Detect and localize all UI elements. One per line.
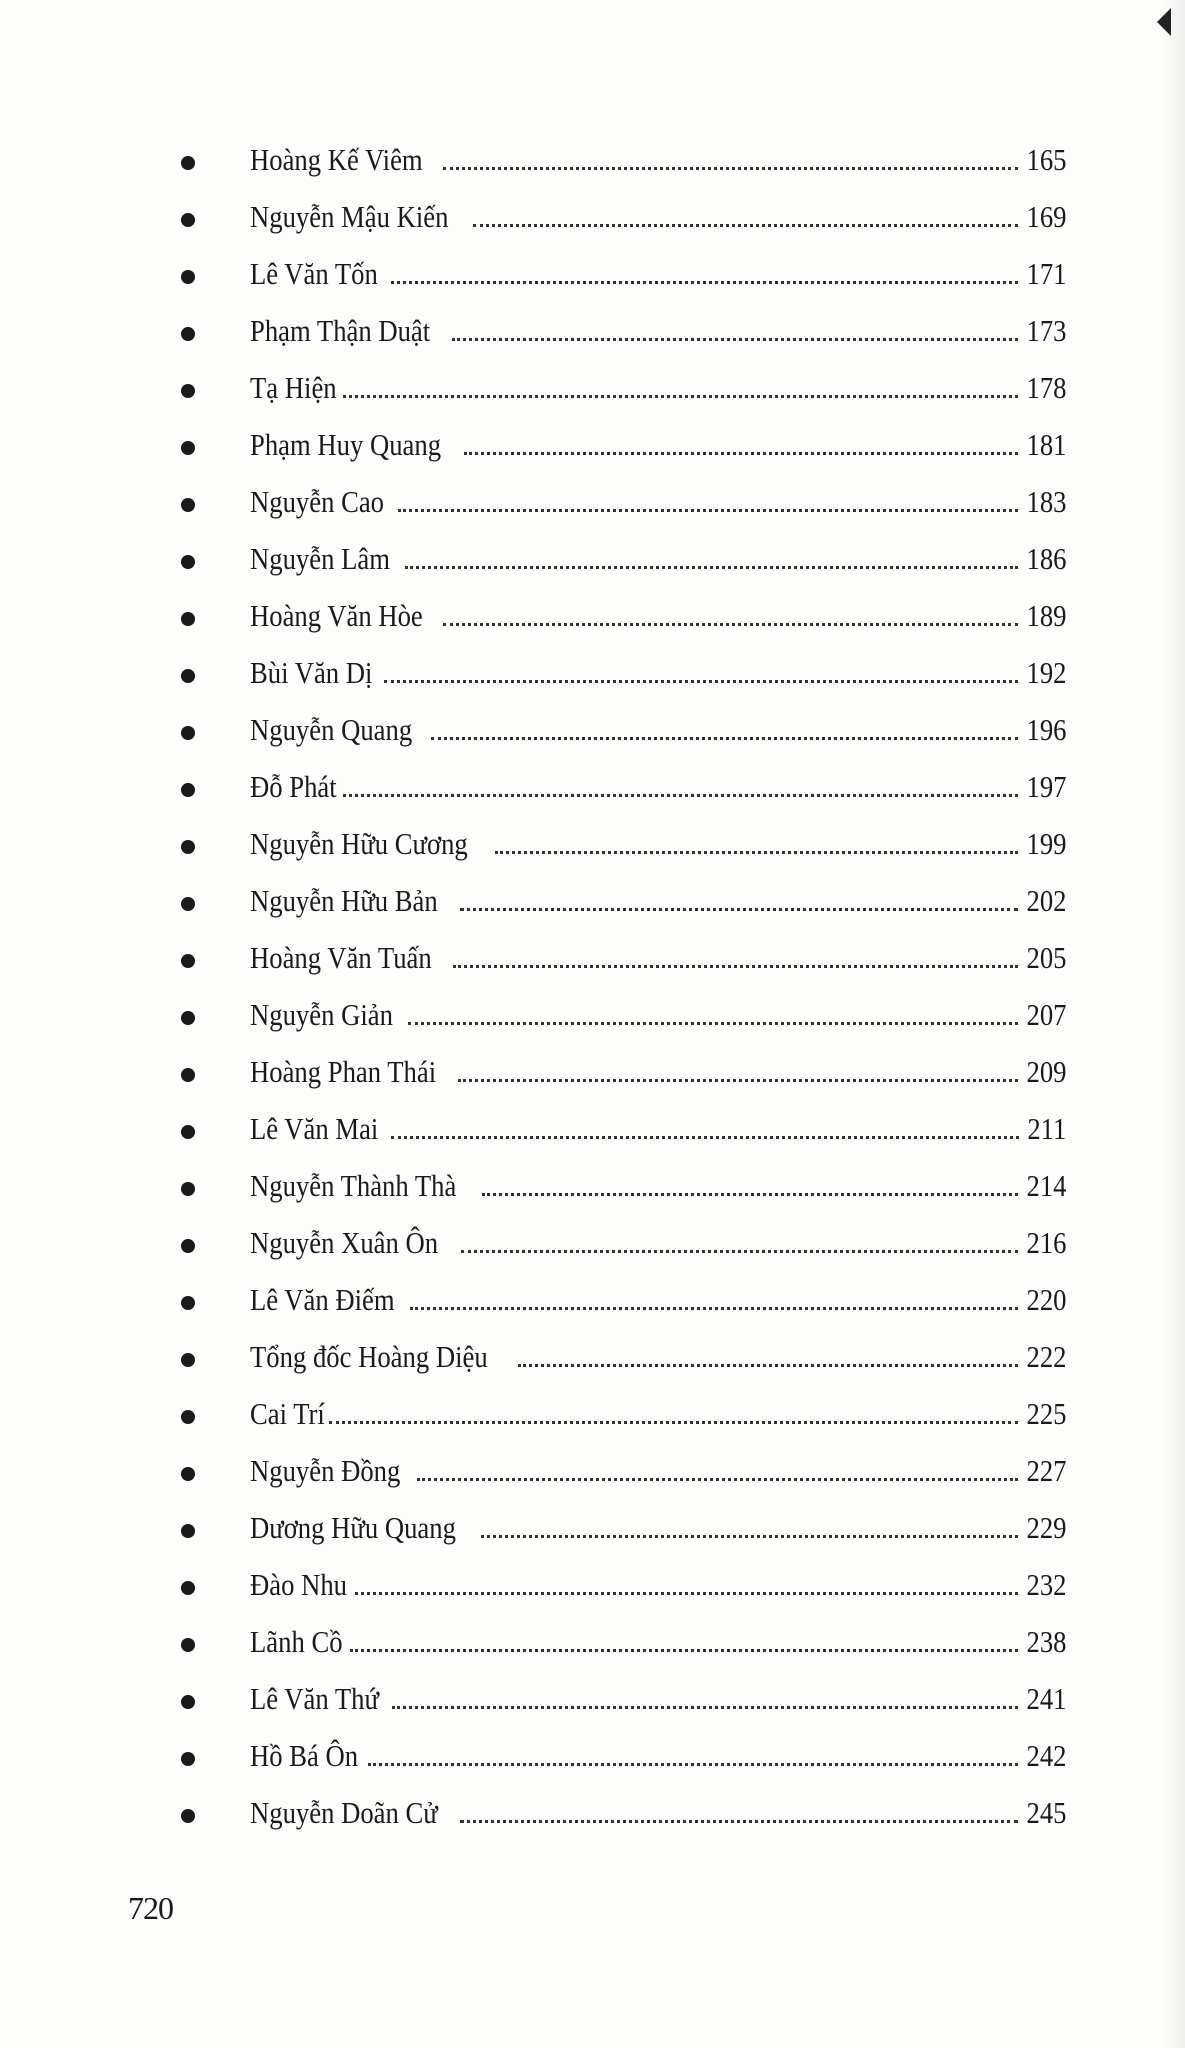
toc-entry-name: Hoàng Văn Hòe xyxy=(250,598,423,633)
toc-entry-row xyxy=(250,1793,1066,1833)
dot-leader xyxy=(464,451,1017,455)
bullet-icon xyxy=(181,384,195,398)
toc-entry-page: 207 xyxy=(1026,997,1066,1032)
toc-entry[interactable] xyxy=(0,1726,1185,1783)
corner-arrow-icon xyxy=(1157,8,1171,36)
toc-entry-page: 181 xyxy=(1026,427,1066,462)
toc-entry-page: 186 xyxy=(1026,541,1066,576)
dot-leader xyxy=(343,793,1018,797)
toc-entry[interactable] xyxy=(0,130,1185,187)
toc-entry[interactable] xyxy=(0,1099,1185,1156)
toc-entry-page: 209 xyxy=(1026,1054,1066,1089)
bullet-icon xyxy=(181,669,195,683)
dot-leader xyxy=(443,622,1018,626)
dot-leader xyxy=(384,679,1017,683)
toc-entry-name: Dương Hữu Quang xyxy=(250,1510,456,1545)
bullet-icon xyxy=(181,555,195,569)
toc-entry-name: Tổng đốc Hoàng Diệu xyxy=(250,1339,488,1374)
toc-entry-row xyxy=(250,710,1066,750)
toc-entry-page: 202 xyxy=(1026,883,1066,918)
toc-entry[interactable] xyxy=(0,643,1185,700)
toc-entry-page: 242 xyxy=(1026,1738,1066,1773)
dot-leader xyxy=(473,223,1018,227)
toc-entry-name: Nguyễn Doãn Cử xyxy=(250,1795,438,1830)
toc-entry[interactable] xyxy=(0,757,1185,814)
dot-leader xyxy=(495,850,1017,854)
dot-leader xyxy=(443,166,1018,170)
dot-leader xyxy=(458,1078,1017,1082)
toc-entry-name: Nguyễn Xuân Ôn xyxy=(250,1225,439,1260)
toc-entry-page: 214 xyxy=(1026,1168,1066,1203)
dot-leader xyxy=(482,1192,1018,1196)
toc-entry-row xyxy=(250,938,1066,978)
dot-leader xyxy=(368,1762,1018,1766)
bullet-icon xyxy=(181,840,195,854)
toc-entry-row xyxy=(250,1223,1066,1263)
toc-entry-name: Lê Văn Điếm xyxy=(250,1282,395,1317)
toc-entry[interactable] xyxy=(0,1612,1185,1669)
bullet-icon xyxy=(181,783,195,797)
toc-entry-row xyxy=(250,1622,1066,1662)
toc-entry[interactable] xyxy=(0,472,1185,529)
toc-entry-name: Nguyễn Giản xyxy=(250,997,393,1032)
toc-entry-page: 178 xyxy=(1026,370,1066,405)
toc-entry-page: 222 xyxy=(1026,1339,1066,1374)
toc-entry[interactable] xyxy=(0,1498,1185,1555)
toc-entry-name: Nguyễn Đồng xyxy=(250,1453,401,1488)
toc-entry[interactable] xyxy=(0,1213,1185,1270)
dot-leader xyxy=(329,1420,1017,1424)
toc-entry-row xyxy=(250,311,1066,351)
toc-entry-name: Hồ Bá Ôn xyxy=(250,1738,359,1773)
toc-entry[interactable] xyxy=(0,1555,1185,1612)
toc-entry-row xyxy=(250,482,1066,522)
dot-leader xyxy=(392,1705,1018,1709)
bullet-icon xyxy=(181,1524,195,1538)
toc-entry-page: 173 xyxy=(1026,313,1066,348)
toc-entry-name: Nguyễn Hữu Bản xyxy=(250,883,438,918)
toc-entry[interactable] xyxy=(0,1384,1185,1441)
toc-entry[interactable] xyxy=(0,871,1185,928)
toc-entry-row xyxy=(250,1679,1066,1719)
toc-entry[interactable] xyxy=(0,1327,1185,1384)
toc-entry[interactable] xyxy=(0,928,1185,985)
bullet-icon xyxy=(181,327,195,341)
toc-entry-page: 229 xyxy=(1026,1510,1066,1545)
toc-entry-row xyxy=(250,1280,1066,1320)
toc-entry[interactable] xyxy=(0,1669,1185,1726)
toc-entry-name: Nguyễn Thành Thà xyxy=(250,1168,457,1203)
toc-entry[interactable] xyxy=(0,529,1185,586)
bullet-icon xyxy=(181,1068,195,1082)
toc-entry-page: 220 xyxy=(1026,1282,1066,1317)
toc-entry-page: 183 xyxy=(1026,484,1066,519)
bullet-icon xyxy=(181,1695,195,1709)
toc-entry[interactable] xyxy=(0,187,1185,244)
toc-entry-page: 196 xyxy=(1026,712,1066,747)
bullet-icon xyxy=(181,726,195,740)
bullet-icon xyxy=(181,1752,195,1766)
bullet-icon xyxy=(181,156,195,170)
dot-leader xyxy=(343,394,1018,398)
toc-entry-row xyxy=(250,596,1066,636)
toc-entry-row xyxy=(250,1736,1066,1776)
bullet-icon xyxy=(181,1638,195,1652)
bullet-icon xyxy=(181,1581,195,1595)
toc-entry-row xyxy=(250,425,1066,465)
toc-entry[interactable] xyxy=(0,244,1185,301)
toc-entry-row xyxy=(250,881,1066,921)
toc-entry-name: Hoàng Phan Thái xyxy=(250,1054,437,1089)
toc-entry-page: 238 xyxy=(1026,1624,1066,1659)
toc-entry-row xyxy=(250,995,1066,1035)
dot-leader xyxy=(460,1819,1017,1823)
bullet-icon xyxy=(181,441,195,455)
toc-entry-page: 241 xyxy=(1026,1681,1066,1716)
toc-entry-name: Lê Văn Thứ xyxy=(250,1681,379,1716)
toc-entry-row xyxy=(250,824,1066,864)
bullet-icon xyxy=(181,270,195,284)
toc-entry-row xyxy=(250,653,1066,693)
toc-entry-row xyxy=(250,1166,1066,1206)
toc-entry[interactable] xyxy=(0,1441,1185,1498)
bullet-icon xyxy=(181,1239,195,1253)
dot-leader xyxy=(408,1021,1017,1025)
toc-entry-name: Nguyễn Quang xyxy=(250,712,413,747)
bullet-icon xyxy=(181,1182,195,1196)
dot-leader xyxy=(410,1306,1017,1310)
toc-entry-name: Bùi Văn Dị xyxy=(250,655,373,690)
dot-leader xyxy=(417,1477,1018,1481)
toc-entry-name: Lê Văn Mai xyxy=(250,1111,379,1146)
toc-entry-page: 232 xyxy=(1026,1567,1066,1602)
dot-leader xyxy=(453,964,1017,968)
toc-entry-row xyxy=(250,767,1066,807)
toc-entry-name: Lãnh Cồ xyxy=(250,1624,343,1659)
toc-entry-name: Lê Văn Tốn xyxy=(250,256,378,291)
toc-entry-page: 165 xyxy=(1026,142,1066,177)
toc-entry-row xyxy=(250,197,1066,237)
toc-entry-page: 216 xyxy=(1026,1225,1066,1260)
toc-entry-page: 211 xyxy=(1026,1111,1066,1146)
toc-entry-page: 192 xyxy=(1026,655,1066,690)
toc-entry[interactable] xyxy=(0,700,1185,757)
toc-entry[interactable] xyxy=(0,1783,1185,1840)
dot-leader xyxy=(391,280,1018,284)
dot-leader xyxy=(452,337,1018,341)
toc-entry-page: 171 xyxy=(1026,256,1066,291)
dot-leader xyxy=(518,1363,1017,1367)
toc-entry-name: Cai Trí xyxy=(250,1396,325,1431)
toc-entry-page: 205 xyxy=(1026,940,1066,975)
bullet-icon xyxy=(181,498,195,512)
toc-entry-name: Tạ Hiện xyxy=(250,370,337,405)
toc-entry-row xyxy=(250,1052,1066,1092)
toc-entry-page: 245 xyxy=(1026,1795,1066,1830)
table-of-contents xyxy=(0,130,1185,1840)
toc-entry-page: 225 xyxy=(1026,1396,1066,1431)
page-number: 720 xyxy=(128,1890,173,1926)
toc-entry-row xyxy=(250,1565,1066,1605)
toc-entry-name: Phạm Thận Duật xyxy=(250,313,431,348)
toc-entry-name: Đào Nhu xyxy=(250,1567,348,1602)
toc-entry-row xyxy=(250,140,1066,180)
bullet-icon xyxy=(181,1296,195,1310)
toc-entry-page: 197 xyxy=(1026,769,1066,804)
toc-entry[interactable] xyxy=(0,985,1185,1042)
toc-entry[interactable] xyxy=(0,301,1185,358)
bullet-icon xyxy=(181,612,195,626)
dot-leader xyxy=(355,1591,1018,1595)
bullet-icon xyxy=(181,1353,195,1367)
bullet-icon xyxy=(181,897,195,911)
dot-leader xyxy=(398,508,1018,512)
toc-entry-row xyxy=(250,254,1066,294)
dot-leader xyxy=(460,907,1017,911)
toc-entry[interactable] xyxy=(0,415,1185,472)
toc-entry-page: 189 xyxy=(1026,598,1066,633)
bullet-icon xyxy=(181,213,195,227)
toc-entry[interactable] xyxy=(0,1042,1185,1099)
bullet-icon xyxy=(181,1410,195,1424)
toc-entry-name: Nguyễn Mậu Kiến xyxy=(250,199,449,234)
dot-leader xyxy=(481,1534,1017,1538)
toc-entry-row xyxy=(250,539,1066,579)
bullet-icon xyxy=(181,954,195,968)
toc-entry-row xyxy=(250,1337,1066,1377)
toc-entry-row xyxy=(250,368,1066,408)
toc-entry-row xyxy=(250,1109,1066,1149)
toc-entry-page: 169 xyxy=(1026,199,1066,234)
dot-leader xyxy=(391,1135,1018,1139)
dot-leader xyxy=(431,736,1018,740)
toc-entry-page: 227 xyxy=(1026,1453,1066,1488)
toc-entry[interactable] xyxy=(0,814,1185,871)
dot-leader xyxy=(461,1249,1018,1253)
toc-entry-name: Hoàng Văn Tuấn xyxy=(250,940,432,975)
bullet-icon xyxy=(181,1809,195,1823)
toc-entry[interactable] xyxy=(0,1270,1185,1327)
toc-entry[interactable] xyxy=(0,358,1185,415)
toc-entry-row xyxy=(250,1508,1066,1548)
toc-entry-row xyxy=(250,1451,1066,1491)
bullet-icon xyxy=(181,1125,195,1139)
toc-entry-page: 199 xyxy=(1026,826,1066,861)
dot-leader xyxy=(350,1648,1018,1652)
toc-entry[interactable] xyxy=(0,1156,1185,1213)
toc-entry-name: Hoàng Kế Viêm xyxy=(250,142,423,177)
toc-entry-name: Nguyễn Hữu Cương xyxy=(250,826,468,861)
toc-entry-name: Nguyễn Cao xyxy=(250,484,385,519)
toc-entry-name: Nguyễn Lâm xyxy=(250,541,390,576)
toc-entry-name: Phạm Huy Quang xyxy=(250,427,442,462)
dot-leader xyxy=(405,565,1018,569)
toc-entry-row xyxy=(250,1394,1066,1434)
bullet-icon xyxy=(181,1011,195,1025)
bullet-icon xyxy=(181,1467,195,1481)
toc-entry[interactable] xyxy=(0,586,1185,643)
toc-entry-name: Đỗ Phát xyxy=(250,769,337,804)
